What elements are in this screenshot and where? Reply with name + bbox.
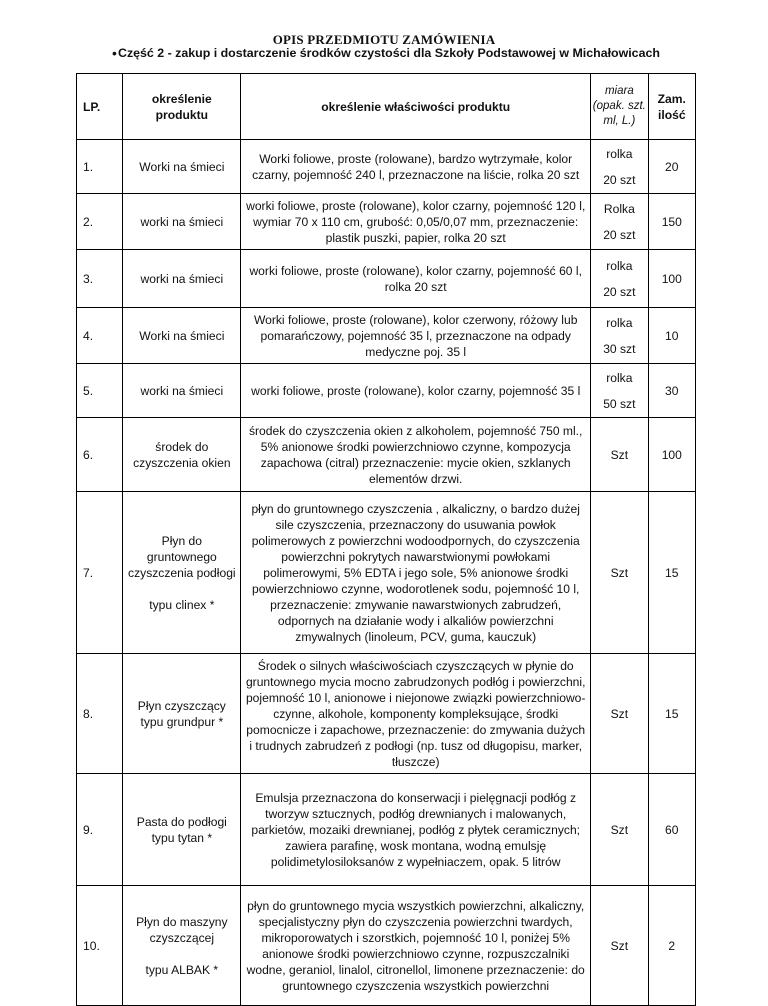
table-row bbox=[77, 194, 696, 250]
row-unit bbox=[591, 308, 648, 364]
product-name-text: Worki na śmieci bbox=[139, 159, 225, 174]
row-lp: 3. bbox=[77, 250, 123, 308]
row-lp: 1. bbox=[77, 140, 123, 194]
product-name-text: Płyn do maszyny czyszczącej bbox=[136, 914, 228, 945]
row-quantity: 15 bbox=[648, 492, 695, 654]
table-row bbox=[77, 418, 696, 492]
row-quantity: 30 bbox=[648, 364, 695, 418]
row-lp: 7. bbox=[77, 492, 123, 654]
table-row bbox=[77, 308, 696, 364]
row-product-name bbox=[123, 194, 241, 250]
row-unit bbox=[591, 492, 648, 654]
unit-type: rolka bbox=[606, 370, 633, 385]
header-quantity: Zam. ilość bbox=[648, 74, 695, 140]
unit-type: Szt bbox=[610, 565, 629, 580]
row-product-name bbox=[123, 308, 241, 364]
unit-type: Szt bbox=[610, 447, 629, 462]
row-unit bbox=[591, 140, 648, 194]
table-row bbox=[77, 654, 696, 774]
row-quantity: 15 bbox=[648, 654, 695, 774]
unit-count: 50 szt bbox=[603, 396, 636, 411]
row-quantity: 100 bbox=[648, 250, 695, 308]
row-quantity: 20 bbox=[648, 140, 695, 194]
row-product-name bbox=[123, 886, 241, 1006]
row-unit bbox=[591, 886, 648, 1006]
row-product-properties: płyn do gruntownego mycia wszystkich powierzchni, alkaliczny, specjalistyczny płyn do czyszczenia powierzchni twardych, mikroporowatych i szorstkich, pojemność 10 l, poniżej 5% anionowe środki powierzchniowo czynne, rozpuszczalniki wodne, geraniol, linalol, citronellol, limonene przeznaczenie: do gruntownego czyszczenia wszystkich powierzchni bbox=[241, 886, 591, 1006]
row-lp: 10. bbox=[77, 886, 123, 1006]
unit-count: 20 szt bbox=[603, 227, 636, 242]
product-name-text: Płyn do gruntownego czyszczenia podłogi bbox=[128, 533, 236, 580]
row-lp: 5. bbox=[77, 364, 123, 418]
unit-count: 30 szt bbox=[603, 341, 636, 356]
row-product-properties: Emulsja przeznaczona do konserwacji i pielęgnacji podłóg z tworzyw sztucznych, podłóg drewnianych i malowanych, parkietów, mozaiki drewnianej, podłóg z płytek ceramicznych; zawiera parafinę, wosk montana, wodną emulsję polidimetylosiloksanów z wypełniaczem, opak. 5 litrów bbox=[241, 774, 591, 886]
unit-type: Rolka bbox=[603, 201, 635, 216]
unit-type: rolka bbox=[606, 146, 633, 161]
header-lp: LP. bbox=[77, 74, 123, 140]
row-lp: 2. bbox=[77, 194, 123, 250]
bullet-icon: • bbox=[112, 45, 117, 61]
header-unit: miara (opak. szt. ml, L.) bbox=[591, 74, 648, 140]
products-table bbox=[76, 73, 696, 1006]
product-name-text: Worki na śmieci bbox=[139, 328, 225, 343]
row-unit bbox=[591, 250, 648, 308]
unit-type: rolka bbox=[606, 315, 633, 330]
table-row bbox=[77, 140, 696, 194]
table-row bbox=[77, 492, 696, 654]
product-name-text: worki na śmieci bbox=[140, 383, 224, 398]
product-name-text: Płyn czyszczący typu grundpur * bbox=[137, 698, 226, 729]
row-product-properties: Worki foliowe, proste (rolowane), kolor czerwony, różowy lub pomarańczowy, pojemność 35 l, przeznaczone na odpady medyczne poj. 35 l bbox=[241, 308, 591, 364]
row-product-name bbox=[123, 492, 241, 654]
unit-type: Szt bbox=[610, 706, 629, 721]
table-row bbox=[77, 774, 696, 886]
row-unit bbox=[591, 194, 648, 250]
row-product-name bbox=[123, 774, 241, 886]
row-quantity: 100 bbox=[648, 418, 695, 492]
product-type-text: typu ALBAK * bbox=[145, 962, 219, 977]
row-product-properties: worki foliowe, proste (rolowane), kolor czarny, pojemność 35 l bbox=[241, 364, 591, 418]
product-name-text: worki na śmieci bbox=[140, 214, 224, 229]
row-product-properties: Środek o silnych właściwościach czyszczących w płynie do gruntownego mycia mocno zabrudzonych podłóg i powierzchni, pojemność 10 l, anionowe i niejonowe związki powierzchniowo-czynne, alkohole, komponenty kompleksujące, środki pomocnicze i zapachowe, przeznaczenie: do zmywania dużych i trudnych zabrudzeń z podłogi (np. tusz od długopisu, marker, tłuszcze) bbox=[241, 654, 591, 774]
table-row bbox=[77, 886, 696, 1006]
header-product-name: określenie produktu bbox=[123, 74, 241, 140]
row-product-name bbox=[123, 654, 241, 774]
row-unit bbox=[591, 654, 648, 774]
table-row bbox=[77, 364, 696, 418]
document-title: OPIS PRZEDMIOTU ZAMÓWIENIA bbox=[272, 32, 496, 47]
row-lp: 4. bbox=[77, 308, 123, 364]
product-name-text: Pasta do podłogi typu tytan * bbox=[136, 814, 227, 845]
row-product-properties: Worki foliowe, proste (rolowane), bardzo wytrzymałe, kolor czarny, pojemność 240 l, przeznaczone na liście, rolka 20 szt bbox=[241, 140, 591, 194]
row-quantity: 2 bbox=[648, 886, 695, 1006]
row-quantity: 150 bbox=[648, 194, 695, 250]
table-row bbox=[77, 250, 696, 308]
row-product-properties: worki foliowe, proste (rolowane), kolor czarny, pojemność 60 l, rolka 20 szt bbox=[241, 250, 591, 308]
row-unit bbox=[591, 364, 648, 418]
product-name-text: worki na śmieci bbox=[140, 271, 224, 286]
unit-count: 20 szt bbox=[603, 284, 636, 299]
unit-type: Szt bbox=[610, 822, 629, 837]
row-product-name bbox=[123, 250, 241, 308]
product-type-text: typu clinex * bbox=[149, 597, 215, 612]
row-lp: 6. bbox=[77, 418, 123, 492]
row-quantity: 60 bbox=[648, 774, 695, 886]
row-lp: 8. bbox=[77, 654, 123, 774]
row-product-properties: worki foliowe, proste (rolowane), kolor czarny, pojemność 120 l, wymiar 70 x 110 cm, grubość: 0,05/0,07 mm, przeznaczenie: plastik puszki, papier, rolka 20 szt bbox=[241, 194, 591, 250]
header-product-properties: określenie właściwości produktu bbox=[241, 74, 591, 140]
table-header-row bbox=[77, 74, 696, 140]
row-lp: 9. bbox=[77, 774, 123, 886]
row-product-properties: środek do czyszczenia okien z alkoholem, pojemność 750 ml., 5% anionowe środki powierzchniowo czynne, kompozycja zapachowa (citral) przeznaczenie: mycie okien, szklanych elementów drzwi. bbox=[241, 418, 591, 492]
row-unit bbox=[591, 774, 648, 886]
unit-count: 20 szt bbox=[603, 172, 636, 187]
row-unit bbox=[591, 418, 648, 492]
unit-type: Szt bbox=[610, 938, 629, 953]
unit-type: rolka bbox=[606, 258, 633, 273]
row-product-name bbox=[123, 418, 241, 492]
row-product-name bbox=[123, 140, 241, 194]
row-quantity: 10 bbox=[648, 308, 695, 364]
document-subtitle: Część 2 - zakup i dostarczenie środków czystości dla Szkoły Podstawowej w Michałowicach bbox=[118, 46, 660, 60]
row-product-properties: płyn do gruntownego czyszczenia , alkaliczny, o bardzo dużej sile czyszczenia, przeznaczony do usuwania powłok polimerowych z powierzchni wodoodpornych, do czyszczenia powierzchni pokrytych nawarstwionymi powłokami polimerowymi, 5% EDTA i jego sole, 5% anionowe środki powierzchniowo czynne, wodorotlenek sodu, pojemność 10 l, przeznaczenie: zmywanie nawarstwionych zabrudzeń, odpornych na działanie wody i alkaliów powierzchni zmywalnych (linoleum, PCV, guma, kauczuk) bbox=[241, 492, 591, 654]
product-name-text: środek do czyszczenia okien bbox=[133, 439, 231, 470]
row-product-name bbox=[123, 364, 241, 418]
